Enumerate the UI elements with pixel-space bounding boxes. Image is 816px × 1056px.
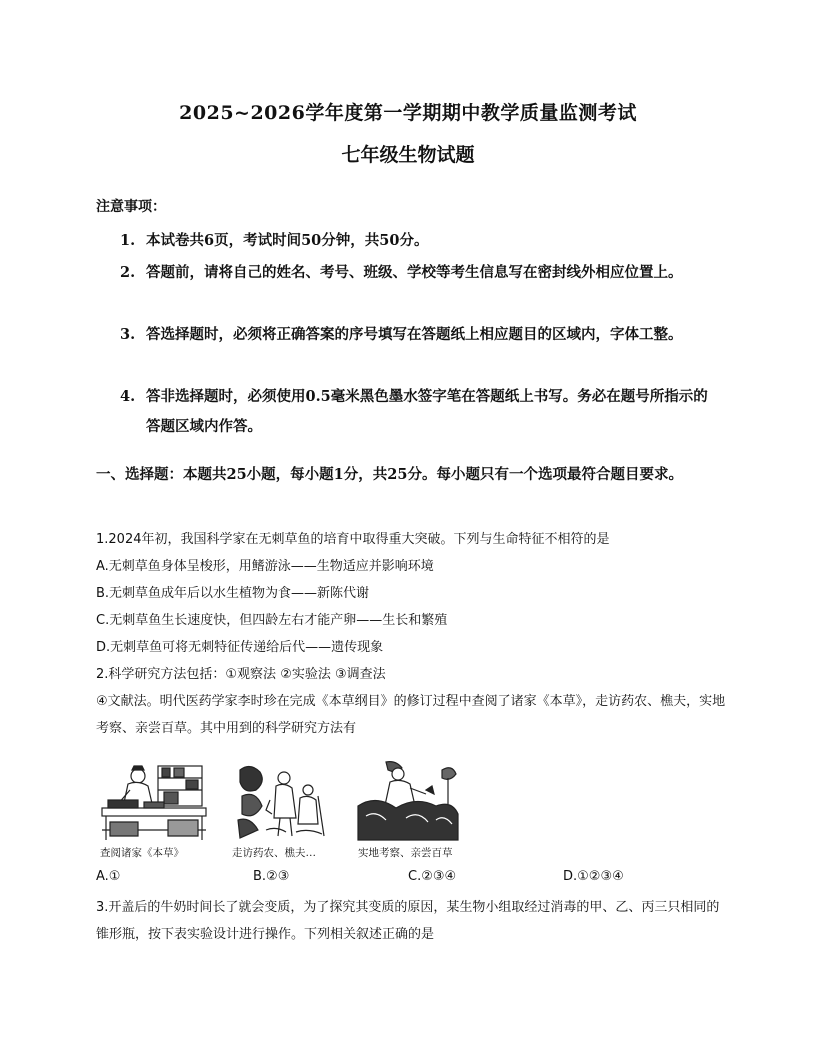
q2-option-d: D.①②③④ bbox=[563, 869, 624, 884]
illustration-caption-1: 查阅诸家《本草》 bbox=[100, 847, 184, 859]
field-inspection-illustration bbox=[356, 760, 460, 842]
q2-option-c: C.②③④ bbox=[408, 869, 457, 884]
notice-item-2 bbox=[120, 258, 720, 288]
visiting-villagers-illustration bbox=[236, 760, 326, 842]
notice-item-text: 本试卷共6页，考试时间50分钟，共50分。 bbox=[146, 232, 429, 249]
notice-item-number: 1. bbox=[120, 232, 136, 249]
q1-option-c: C.无刺草鱼生长速度快，但四龄左右才能产卵——生长和繁殖 bbox=[96, 613, 448, 628]
notice-item-text: 答非选择题时，必须使用0.5毫米黑色墨水签字笔在答题纸上书写。务必在题号所指示的答题区域内作答。 bbox=[146, 388, 708, 435]
q2-option-b: B.②③ bbox=[253, 869, 290, 884]
exam-title: 2025~2026学年度第一学期期中教学质量监测考试 bbox=[179, 102, 637, 124]
notice-item-text: 答题前，请将自己的姓名、考号、班级、学校等考生信息写在密封线外相应位置上。 bbox=[146, 264, 683, 281]
notice-item-number: 3. bbox=[120, 326, 136, 343]
q3-stem: 3.开盖后的牛奶时间长了就会变质，为了探究其变质的原因，某生物小组取经过消毒的甲、乙、丙三只相同的锥形瓶，按下表实验设计进行操作。下列相关叙述正确的是 bbox=[96, 900, 720, 942]
illustration-caption-3: 实地考察、亲尝百草 bbox=[358, 847, 453, 859]
notice-item-3 bbox=[120, 320, 720, 350]
notice-item-number: 4. bbox=[120, 388, 136, 405]
scholar-reading-illustration bbox=[98, 760, 210, 842]
q2-option-a: A.① bbox=[96, 869, 121, 884]
illustration-caption-2: 走访药农、樵夫… bbox=[232, 847, 316, 859]
notice-item-text: 答选择题时，必须将正确答案的序号填写在答题纸上相应题目的区域内，字体工整。 bbox=[146, 326, 683, 343]
q2-stem-line1: 2.科学研究方法包括：①观察法 ②实验法 ③调查法 bbox=[96, 667, 386, 682]
notice-item-4 bbox=[120, 382, 720, 435]
q1-stem: 1.2024年初，我国科学家在无刺草鱼的培育中取得重大突破。下列与生命特征不相符的是 bbox=[96, 532, 610, 547]
notice-item-number: 2. bbox=[120, 264, 136, 281]
q1-option-d: D.无刺草鱼可将无刺特征传递给后代——遗传现象 bbox=[96, 640, 384, 655]
notice-heading: 注意事项： bbox=[96, 199, 166, 215]
exam-subtitle: 七年级生物试题 bbox=[341, 144, 475, 166]
section-1-heading: 一、选择题：本题共25小题，每小题1分，共25分。每小题只有一个选项最符合题目要求。 bbox=[96, 466, 683, 483]
notice-item-1 bbox=[120, 226, 720, 256]
q1-option-b: B.无刺草鱼成年后以水生植物为食——新陈代谢 bbox=[96, 586, 370, 601]
q1-option-a: A.无刺草鱼身体呈梭形，用鳍游泳——生物适应并影响环境 bbox=[96, 559, 434, 574]
q2-stem-line2: ④文献法。明代医药学家李时珍在完成《本草纲目》的修订过程中查阅了诸家《本草》，走访药农、樵夫，实地考察、亲尝百草。其中用到的科学研究方法有 bbox=[96, 694, 726, 736]
